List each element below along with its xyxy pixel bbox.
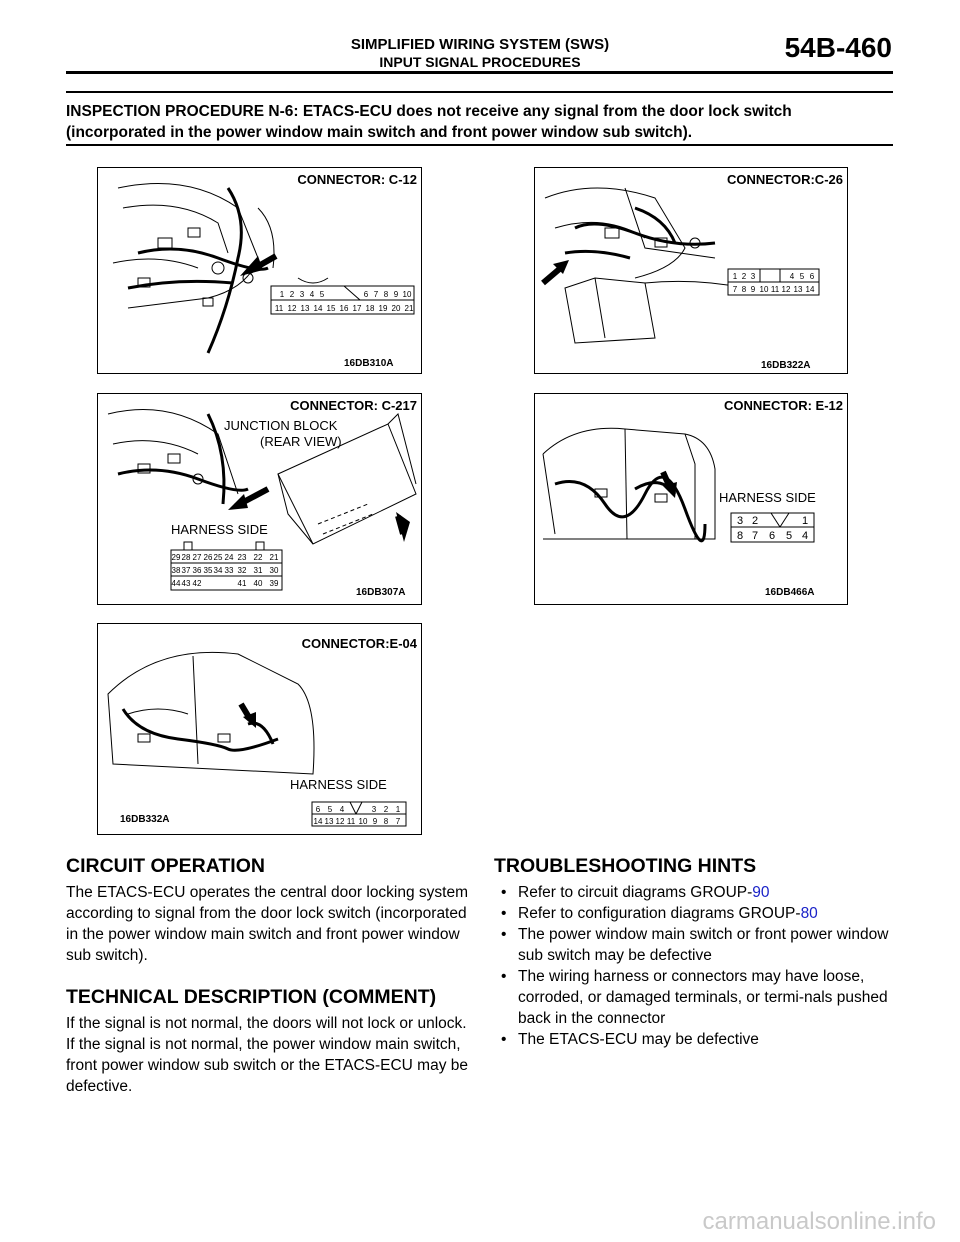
figure-connector-e12 bbox=[534, 393, 848, 605]
console-harness-drawing bbox=[535, 168, 847, 373]
pin: 1 bbox=[279, 290, 285, 299]
list-item: • The wiring harness or connectors may have loose, corroded, or damaged terminals, or termi-nals pushed back in the connector bbox=[494, 966, 904, 1029]
figure-connector-c12 bbox=[97, 167, 422, 374]
procedure-title: INSPECTION PROCEDURE N-6: ETACS-ECU does not receive any signal from the door lock switch (incorporated in the power window main switch and front power window sub switch). bbox=[66, 103, 792, 141]
pin: 3 bbox=[750, 272, 756, 281]
pin: 3 bbox=[371, 805, 377, 814]
pin: 30 bbox=[269, 566, 279, 575]
dashboard-harness-drawing bbox=[98, 168, 421, 373]
watermark: carmanualsonline.info bbox=[702, 1208, 936, 1235]
pin: 31 bbox=[253, 566, 263, 575]
pin: 13 bbox=[300, 304, 310, 313]
group-90-link[interactable]: 90 bbox=[752, 884, 770, 901]
list-item bbox=[494, 882, 904, 903]
pin: 15 bbox=[326, 304, 336, 313]
pin: 41 bbox=[237, 579, 247, 588]
pin: 20 bbox=[391, 304, 401, 313]
pin: 24 bbox=[224, 553, 234, 562]
header-rule bbox=[66, 71, 893, 74]
pin: 38 bbox=[171, 566, 181, 575]
pin: 22 bbox=[253, 553, 263, 562]
rear-view-label: (REAR VIEW) bbox=[260, 434, 342, 449]
pin: 4 bbox=[339, 805, 345, 814]
pin: 9 bbox=[393, 290, 399, 299]
pin: 5 bbox=[799, 272, 805, 281]
connector-label: CONNECTOR: C-12 bbox=[297, 172, 417, 187]
pin: 33 bbox=[224, 566, 234, 575]
pin: 1 bbox=[801, 515, 809, 527]
figure-code: 16DB322A bbox=[761, 360, 811, 371]
pin: 34 bbox=[213, 566, 223, 575]
pin: 21 bbox=[269, 553, 279, 562]
pin: 23 bbox=[237, 553, 247, 562]
harness-side-label: HARNESS SIDE bbox=[719, 490, 816, 505]
pin: 10 bbox=[402, 290, 412, 299]
circuit-operation-heading: CIRCUIT OPERATION bbox=[66, 855, 265, 877]
list-item bbox=[494, 903, 904, 924]
pin: 43 bbox=[181, 579, 191, 588]
figure-code: 16DB332A bbox=[120, 814, 170, 825]
pin: 11 bbox=[770, 285, 780, 294]
pin: 2 bbox=[383, 805, 389, 814]
troubleshooting-heading: TROUBLESHOOTING HINTS bbox=[494, 855, 757, 877]
junction-block-label: JUNCTION BLOCK bbox=[224, 418, 338, 433]
pin: 26 bbox=[203, 553, 213, 562]
pin: 2 bbox=[751, 515, 759, 527]
pin: 7 bbox=[395, 817, 401, 826]
pin: 8 bbox=[741, 285, 747, 294]
pin: 10 bbox=[759, 285, 769, 294]
list-item: • The power window main switch or front power window sub switch may be defective bbox=[494, 924, 904, 966]
pin: 2 bbox=[289, 290, 295, 299]
pin: 1 bbox=[395, 805, 401, 814]
pin: 14 bbox=[805, 285, 815, 294]
technical-description-heading: TECHNICAL DESCRIPTION (COMMENT) bbox=[66, 986, 437, 1008]
rear-door-harness-drawing bbox=[98, 624, 421, 834]
pin: 10 bbox=[358, 817, 368, 826]
circuit-operation-text: The ETACS-ECU operates the central door locking system according to signal from the door lock switch (incorporated in the power window main switch and front power window sub switch). bbox=[66, 884, 469, 964]
page-number: 54B-460 bbox=[784, 32, 892, 63]
pin: 28 bbox=[181, 553, 191, 562]
pin: 7 bbox=[373, 290, 379, 299]
procedure-top-rule bbox=[66, 91, 893, 93]
pin: 21 bbox=[404, 304, 414, 313]
pin: 8 bbox=[736, 530, 744, 542]
pin: 4 bbox=[789, 272, 795, 281]
list-item: • The ETACS-ECU may be defective bbox=[494, 1029, 904, 1050]
pin: 12 bbox=[287, 304, 297, 313]
figure-connector-c217 bbox=[97, 393, 422, 605]
pin: 7 bbox=[732, 285, 738, 294]
figure-connector-c26 bbox=[534, 167, 848, 374]
pin: 5 bbox=[327, 805, 333, 814]
figure-code: 16DB307A bbox=[356, 587, 406, 598]
pin: 9 bbox=[750, 285, 756, 294]
pin: 19 bbox=[378, 304, 388, 313]
pin: 29 bbox=[171, 553, 181, 562]
pin: 6 bbox=[315, 805, 321, 814]
pin: 11 bbox=[274, 304, 284, 313]
pin: 14 bbox=[313, 817, 323, 826]
pin: 2 bbox=[741, 272, 747, 281]
pin: 5 bbox=[785, 530, 793, 542]
figure-code: 16DB310A bbox=[344, 358, 394, 369]
header-subtitle: INPUT SIGNAL PROCEDURES bbox=[379, 54, 581, 70]
pin: 6 bbox=[809, 272, 815, 281]
pin: 6 bbox=[768, 530, 776, 542]
pin: 40 bbox=[253, 579, 263, 588]
pin: 11 bbox=[346, 817, 356, 826]
troubleshooting-list bbox=[494, 882, 904, 1050]
header-title: SIMPLIFIED WIRING SYSTEM (SWS) bbox=[350, 36, 610, 53]
harness-side-label: HARNESS SIDE bbox=[290, 777, 387, 792]
connector-label: CONNECTOR: C-217 bbox=[290, 398, 417, 413]
pin: 32 bbox=[237, 566, 247, 575]
connector-label: CONNECTOR:C-26 bbox=[726, 172, 843, 187]
harness-side-label: HARNESS SIDE bbox=[171, 522, 268, 537]
hint-text: Refer to configuration diagrams GROUP- bbox=[518, 905, 801, 922]
connector-label: CONNECTOR:E-04 bbox=[301, 636, 417, 651]
pin: 4 bbox=[801, 530, 809, 542]
pin: 25 bbox=[213, 553, 223, 562]
pin: 6 bbox=[363, 290, 369, 299]
pin: 27 bbox=[192, 553, 202, 562]
pin: 12 bbox=[781, 285, 791, 294]
figure-code: 16DB466A bbox=[765, 587, 815, 598]
figure-connector-e04 bbox=[97, 623, 422, 835]
technical-description-text: If the signal is not normal, the doors will not lock or unlock. If the signal is not normal, the power window main switch, front power window sub switch or the ETACS-ECU may be defective. bbox=[66, 1015, 469, 1095]
pin: 1 bbox=[732, 272, 738, 281]
pin: 9 bbox=[372, 817, 378, 826]
pin: 18 bbox=[365, 304, 375, 313]
pin: 3 bbox=[736, 515, 744, 527]
pin: 8 bbox=[383, 290, 389, 299]
pin: 5 bbox=[319, 290, 325, 299]
pin: 7 bbox=[751, 530, 759, 542]
pin: 14 bbox=[313, 304, 323, 313]
pin: 39 bbox=[269, 579, 279, 588]
pin: 12 bbox=[335, 817, 345, 826]
pin: 13 bbox=[793, 285, 803, 294]
group-80-link[interactable]: 80 bbox=[800, 905, 818, 922]
pin: 17 bbox=[352, 304, 362, 313]
pin: 13 bbox=[324, 817, 334, 826]
pin: 35 bbox=[203, 566, 213, 575]
pin: 42 bbox=[192, 579, 202, 588]
pin: 8 bbox=[383, 817, 389, 826]
pin: 36 bbox=[192, 566, 202, 575]
pin: 4 bbox=[309, 290, 315, 299]
pin: 16 bbox=[339, 304, 349, 313]
connector-label: CONNECTOR: E-12 bbox=[724, 398, 843, 413]
pin: 37 bbox=[181, 566, 191, 575]
pin: 44 bbox=[171, 579, 181, 588]
pin: 3 bbox=[299, 290, 305, 299]
procedure-bottom-rule bbox=[66, 144, 893, 146]
hint-text: Refer to circuit diagrams GROUP- bbox=[518, 884, 753, 901]
